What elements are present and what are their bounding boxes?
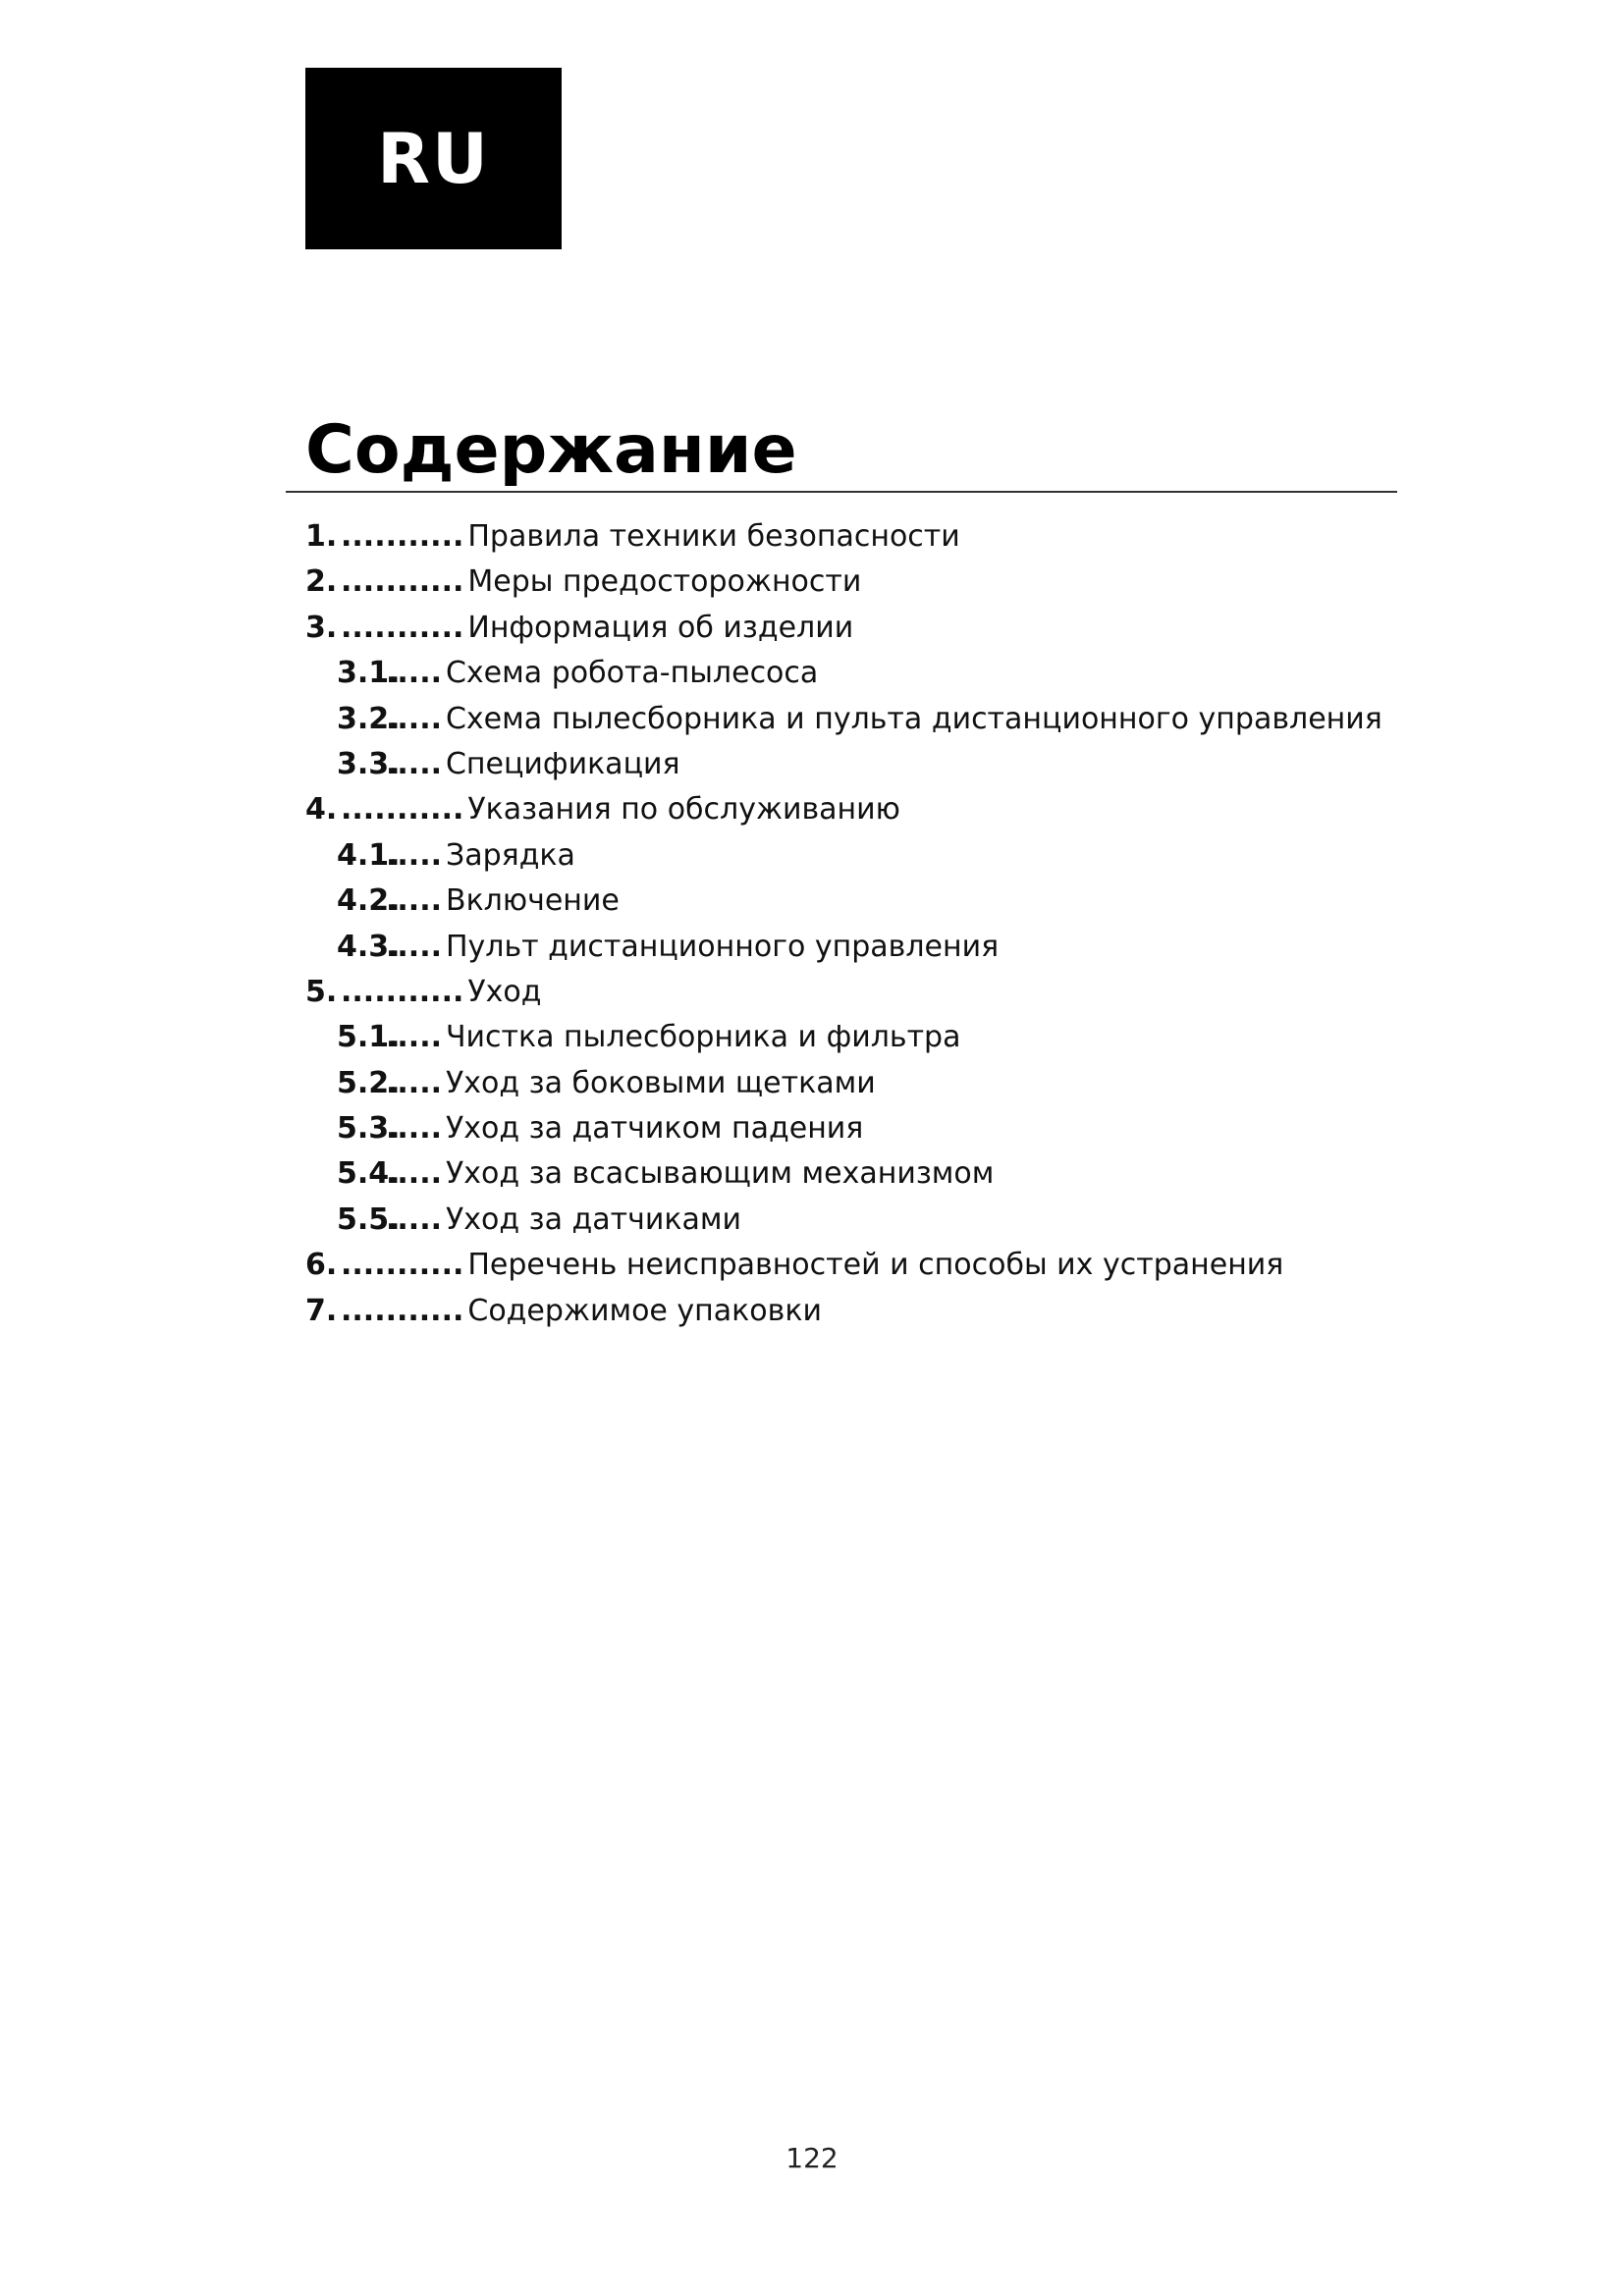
toc-entry-number: 5.5. xyxy=(337,1201,401,1237)
toc-entry-leader: ........... xyxy=(341,974,464,1009)
toc-entry[interactable] xyxy=(305,1106,1397,1151)
toc-entry-number: 2. xyxy=(305,564,338,600)
toc-entry-leader: ..... xyxy=(386,1156,442,1192)
toc-entry-title: Меры предосторожности xyxy=(467,564,862,600)
toc-entry-title: Чистка пылесборника и фильтра xyxy=(445,1020,961,1055)
toc-entry-title: Уход за датчиком падения xyxy=(445,1111,864,1147)
toc-entry-title: Правила техники безопасности xyxy=(467,519,960,554)
toc-entry[interactable] xyxy=(305,514,1397,560)
toc-entry-number: 6. xyxy=(305,1248,338,1283)
title-divider xyxy=(286,491,1397,493)
toc-entry-number: 5.2. xyxy=(337,1065,401,1100)
toc-entry-title: Пульт дистанционного управления xyxy=(445,929,1000,964)
toc-entry-number: 5. xyxy=(305,974,338,1009)
toc-entry[interactable] xyxy=(305,651,1397,696)
toc-entry-leader: ..... xyxy=(386,1020,442,1055)
toc-entry[interactable] xyxy=(305,742,1397,787)
toc-entry-number: 3.1. xyxy=(337,656,401,691)
toc-entry-number: 1. xyxy=(305,519,338,554)
toc-entry-number: 3.3. xyxy=(337,746,401,781)
toc-entry[interactable] xyxy=(305,1015,1397,1060)
toc-entry-title: Включение xyxy=(445,883,620,919)
toc-entry[interactable] xyxy=(305,879,1397,924)
toc-entry-number: 5.1. xyxy=(337,1020,401,1055)
toc-entry-leader: ..... xyxy=(386,929,442,964)
toc-entry-leader: ........... xyxy=(341,1248,464,1283)
toc-entry-title: Схема робота-пылесоса xyxy=(445,656,819,691)
toc-entry-leader: ........... xyxy=(341,610,464,645)
toc-entry[interactable] xyxy=(305,970,1397,1015)
language-code: RU xyxy=(377,118,490,199)
toc-entry-number: 4.1. xyxy=(337,837,401,873)
toc-entry-title: Информация об изделии xyxy=(467,610,854,645)
toc-entry-title: Спецификация xyxy=(445,746,680,781)
toc-entry-leader: ..... xyxy=(386,1201,442,1237)
toc-entry[interactable] xyxy=(305,606,1397,651)
toc-entry-leader: ..... xyxy=(386,1111,442,1147)
toc-entry-number: 3. xyxy=(305,610,338,645)
toc-entry[interactable] xyxy=(305,1061,1397,1106)
toc-entry-number: 7. xyxy=(305,1293,338,1328)
toc-entry-title: Уход xyxy=(467,974,542,1009)
toc-entry-leader: ..... xyxy=(386,837,442,873)
toc-entry[interactable] xyxy=(305,697,1397,742)
toc-entry[interactable] xyxy=(305,1151,1397,1197)
toc-entry-title: Зарядка xyxy=(445,837,575,873)
toc-entry-title: Уход за всасывающим механизмом xyxy=(445,1156,995,1192)
toc-entry-leader: ........... xyxy=(341,1293,464,1328)
toc-entry-leader: ..... xyxy=(386,883,442,919)
toc-entry-leader: ..... xyxy=(386,746,442,781)
toc-entry[interactable] xyxy=(305,1198,1397,1243)
language-badge xyxy=(305,68,562,249)
toc-entry[interactable] xyxy=(305,833,1397,879)
toc-entry-title: Содержимое упаковки xyxy=(467,1293,822,1328)
toc-entry[interactable] xyxy=(305,1289,1397,1334)
toc-entry-leader: ........... xyxy=(341,564,464,600)
toc-entry-title: Указания по обслуживанию xyxy=(467,792,900,828)
page-number: 122 xyxy=(785,2142,839,2174)
toc-entry-title: Уход за датчиками xyxy=(445,1201,741,1237)
toc-entry-number: 4. xyxy=(305,792,338,828)
toc-entry[interactable] xyxy=(305,560,1397,605)
toc-entry-leader: ..... xyxy=(386,701,442,736)
toc-entry-number: 5.3. xyxy=(337,1111,401,1147)
toc-entry-leader: ..... xyxy=(386,656,442,691)
toc-entry[interactable] xyxy=(305,1243,1397,1288)
toc-entry-leader: ........... xyxy=(341,519,464,554)
table-of-contents xyxy=(305,514,1397,1334)
toc-entry-number: 4.3. xyxy=(337,929,401,964)
toc-entry-number: 4.2. xyxy=(337,883,401,919)
page-title: Содержание xyxy=(305,411,797,489)
toc-entry-number: 5.4. xyxy=(337,1156,401,1192)
toc-entry-title: Схема пылесборника и пульта дистанционного управления xyxy=(445,701,1382,736)
toc-entry-number: 3.2. xyxy=(337,701,401,736)
toc-entry-leader: ........... xyxy=(341,792,464,828)
toc-entry-title: Перечень неисправностей и способы их устранения xyxy=(467,1248,1284,1283)
toc-entry[interactable] xyxy=(305,925,1397,970)
toc-entry[interactable] xyxy=(305,787,1397,832)
toc-entry-title: Уход за боковыми щетками xyxy=(445,1065,876,1100)
toc-entry-leader: ..... xyxy=(386,1065,442,1100)
